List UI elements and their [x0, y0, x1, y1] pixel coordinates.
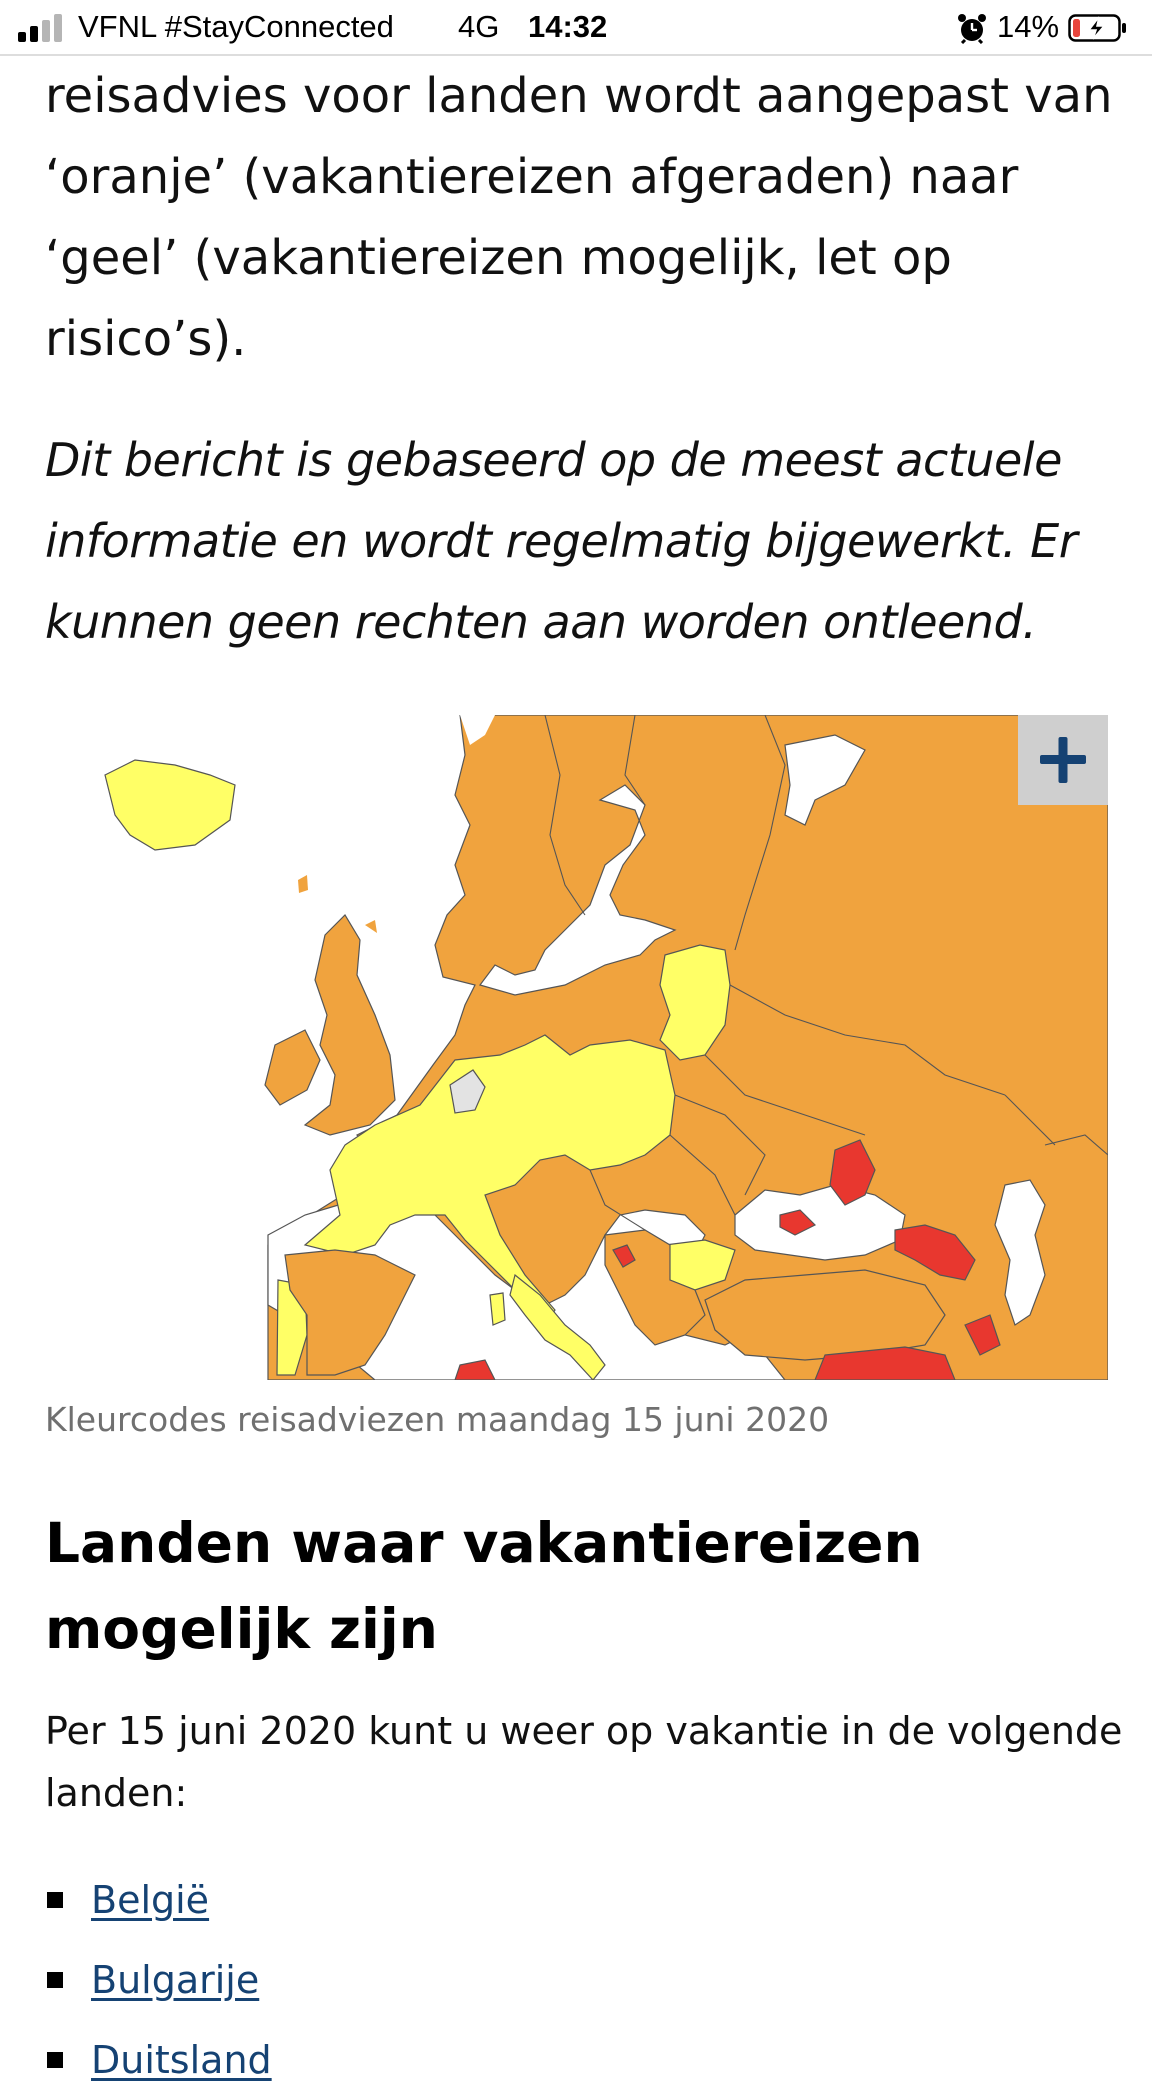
alarm-icon	[956, 12, 988, 44]
map-region-ireland	[265, 1030, 320, 1105]
travel-advice-map[interactable]	[45, 715, 1108, 1380]
map-region-sardinia	[490, 1293, 505, 1325]
bullet-icon	[47, 1892, 63, 1908]
charging-bolt-icon	[1089, 17, 1104, 39]
map-caption: Kleurcodes reisadviezen maandag 15 juni 2020	[45, 1400, 830, 1439]
country-link-belgie[interactable]: België	[91, 1878, 210, 1922]
battery-percent: 14%	[997, 9, 1060, 44]
map-region-iceland	[105, 760, 235, 850]
bullet-icon	[47, 1972, 63, 1988]
section-heading: Landen waar vakantiereizen mogelijk zijn	[45, 1511, 923, 1661]
map-region-turkey	[705, 1270, 945, 1360]
country-link-bulgarije[interactable]: Bulgarije	[91, 1958, 260, 2002]
map-region-islands	[298, 875, 308, 893]
country-link-duitsland[interactable]: Duitsland	[91, 2038, 272, 2082]
bullet-icon	[47, 2052, 63, 2068]
map-zoom-button[interactable]	[1018, 715, 1108, 805]
status-time: 14:32	[528, 9, 608, 44]
status-bar	[0, 0, 1152, 56]
carrier-name: VFNL #StayConnected	[78, 9, 394, 44]
lead-paragraph: reisadvies voor landen wordt aangepast van ‘oranje’ (vakantiereizen afgeraden) naar ‘geel’ (vakantiereizen mogelijk, let op risico’s).	[45, 68, 1113, 367]
section-intro: Per 15 juni 2020 kunt u weer op vakantie in de volgende landen:	[45, 1709, 1123, 1815]
map-region-uk	[305, 915, 395, 1135]
network-type: 4G	[458, 9, 500, 44]
battery-icon	[1068, 14, 1128, 42]
plus-icon	[1018, 715, 1108, 805]
disclaimer-paragraph: Dit bericht is gebaseerd op de meest actuele informatie en wordt regelmatig bijgewerkt. Er kunnen geen rechten aan worden ontleend.	[45, 433, 1078, 649]
signal-icon	[18, 14, 68, 42]
europe-map-graphic	[45, 715, 1108, 1380]
